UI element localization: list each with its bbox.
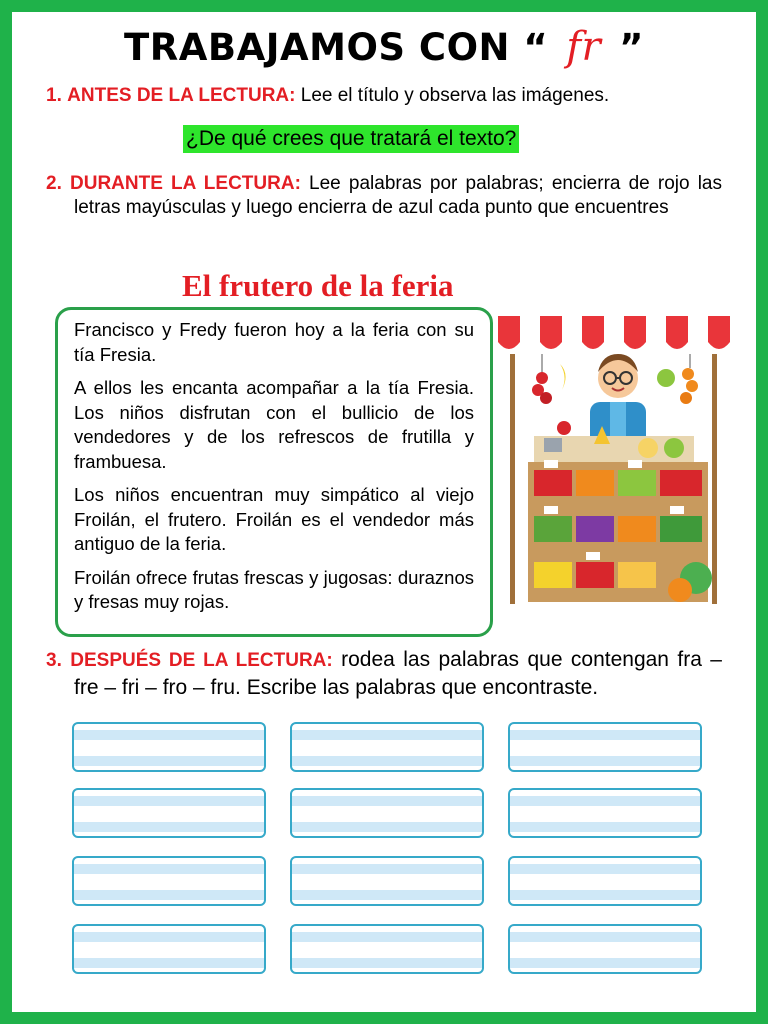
step-2-text: Lee palabras por palabras; encierra de rojo las letras mayúsculas y luego encierra de azul cada punto que encuentres xyxy=(74,173,722,218)
title-main: TRABAJAMOS CON “ xyxy=(124,26,549,69)
answer-box-band xyxy=(510,822,700,832)
answer-box-band xyxy=(74,958,264,968)
step-3-text: rodea las palabras que contengan fra – fre – fri – fro – fru. Escribe las palabras que encontraste. xyxy=(74,648,722,699)
answer-box-band xyxy=(292,864,482,874)
answer-box-band xyxy=(510,730,700,740)
answer-box-band xyxy=(74,890,264,900)
answer-box[interactable] xyxy=(508,856,702,906)
answer-box[interactable] xyxy=(508,788,702,838)
step-1-text: Lee el título y observa las imágenes. xyxy=(295,85,610,106)
step-3 xyxy=(46,646,722,701)
story-paragraph: Froilán ofrece frutas frescas y jugosas: duraznos y fresas muy rojas. xyxy=(74,566,474,612)
answer-box-band xyxy=(74,932,264,942)
step-2-number: 2. xyxy=(46,173,62,194)
answer-box[interactable] xyxy=(72,722,266,772)
answer-box[interactable] xyxy=(72,856,266,906)
answer-box[interactable] xyxy=(290,856,484,906)
title-close: ” xyxy=(619,26,644,69)
step-1-heading: ANTES DE LA LECTURA: xyxy=(67,85,296,106)
answer-box-band xyxy=(74,864,264,874)
step-2-heading: DURANTE LA LECTURA: xyxy=(70,173,301,194)
answer-box-band xyxy=(292,958,482,968)
answer-box[interactable] xyxy=(290,722,484,772)
title-letters: fr xyxy=(566,24,602,70)
step-1 xyxy=(46,84,722,108)
guiding-question: ¿De qué crees que tratará el texto? xyxy=(183,125,519,153)
answer-box-band xyxy=(510,890,700,900)
answer-box-band xyxy=(510,796,700,806)
answer-box-band xyxy=(292,756,482,766)
answer-box[interactable] xyxy=(290,924,484,974)
story-paragraph: Los niños encuentran muy simpático al viejo Froilán, el frutero. Froilán es el vendedor más antiguo de la feria. xyxy=(74,484,474,554)
story-paragraph: Francisco y Fredy fueron hoy a la feria con su tía Fresia. xyxy=(74,319,474,365)
answer-box[interactable] xyxy=(72,924,266,974)
answer-box-band xyxy=(510,932,700,942)
answer-box-band xyxy=(292,822,482,832)
story-paragraph: A ellos les encanta acompañar a la tía Fresia. Los niños disfrutan con el bullicio de los vendedores y de los refrescos de frutilla y frambuesa. xyxy=(74,377,474,472)
answer-box-band xyxy=(292,796,482,806)
answer-box-band xyxy=(292,932,482,942)
answer-box[interactable] xyxy=(508,722,702,772)
step-3-heading: DESPUÉS DE LA LECTURA: xyxy=(70,650,333,671)
page-title xyxy=(0,24,768,70)
answer-box-band xyxy=(292,730,482,740)
fruit-stall-illustration xyxy=(498,316,730,608)
story-box xyxy=(55,307,493,637)
answer-box-band xyxy=(510,756,700,766)
answer-box-band xyxy=(74,796,264,806)
answer-grid xyxy=(72,722,704,972)
answer-box[interactable] xyxy=(72,788,266,838)
answer-box-band xyxy=(74,822,264,832)
step-3-number: 3. xyxy=(46,650,62,671)
answer-box[interactable] xyxy=(290,788,484,838)
story-title: El frutero de la feria xyxy=(182,268,454,303)
answer-box[interactable] xyxy=(508,924,702,974)
answer-box-band xyxy=(74,730,264,740)
answer-box-band xyxy=(74,756,264,766)
step-1-number: 1. xyxy=(46,85,62,106)
answer-box-band xyxy=(510,958,700,968)
answer-box-band xyxy=(292,890,482,900)
answer-box-band xyxy=(510,864,700,874)
step-2 xyxy=(46,172,722,220)
awning xyxy=(498,316,730,349)
fruit-crates xyxy=(528,460,712,602)
